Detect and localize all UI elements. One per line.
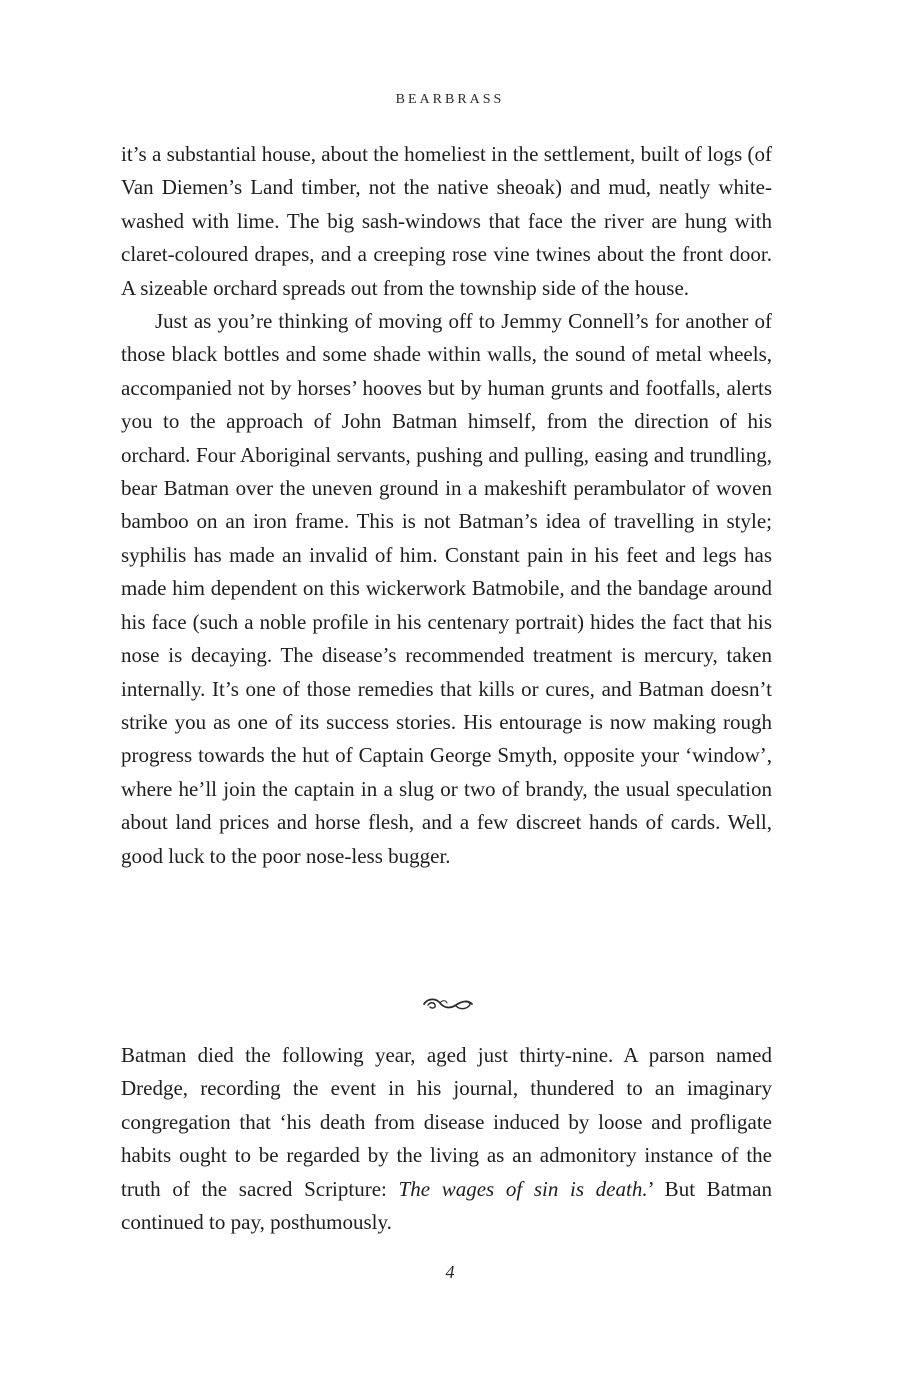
page-number: 4 bbox=[445, 1262, 455, 1282]
closing-text bbox=[121, 1039, 772, 1239]
fleuron-swash-icon bbox=[420, 994, 476, 1014]
paragraph: Just as you’re thinking of moving off to Jemmy Connell’s for another of those black bottles and some shade within walls, the sound of metal wheels, accompanied not by horses’ hooves but by human grunts and footfalls, alerts you to the approach of John Batman himself, from the direction of his orchard. Four Aboriginal servants, pushing and pulling, easing and trundling, bear Batman over the uneven ground in a makeshift perambulator of woven bamboo on an iron frame. This is not Batman’s idea of travelling in style; syphilis has made an invalid of him. Constant pain in his feet and legs has made him dependent on this wickerwork Batmobile, and the bandage around his face (such a noble profile in his centenary portrait) hides the fact that his nose is decaying. The disease’s recommended treatment is mercury, taken internally. It’s one of those remedies that kills or cures, and Batman doesn’t strike you as one of its success stories. His entourage is now making rough progress towards the hut of Captain George Smyth, opposite your ‘window’, where he’ll join the captain in a slug or two of brandy, the usual speculation about land prices and horse flesh, and a few discreet hands of cards. Well, good luck to the poor nose-less bugger. bbox=[121, 309, 772, 868]
paragraph: it’s a substantial house, about the homeliest in the settlement, built of logs (of Van Diemen’s Land timber, not the native sheoak) and mud, neatly white-washed with lime. The big sash-windows that face the river are hung with claret-coloured drapes, and a creeping rose vine twines about the front door. A sizeable orchard spreads out from the township side of the house. bbox=[121, 142, 772, 300]
closing-text-start: Batman died the following year, aged just thirty-nine. A parson named Dredge, recording the event in his journal, thundered to an imaginary congregation that ‘his death from disease induced by loose and profligate habits ought to be regarded by the living as an admonitory instance of the truth of the sacred Scripture: bbox=[121, 1043, 772, 1201]
closing-text-end: ’ But Batman continued to pay, posthumously. bbox=[121, 1176, 773, 1235]
closing-paragraph bbox=[121, 1039, 772, 1239]
scripture-quote: The wages of sin is death. bbox=[398, 1176, 648, 1201]
main-text bbox=[121, 138, 772, 873]
running-head: BEARBRASS bbox=[395, 92, 505, 107]
